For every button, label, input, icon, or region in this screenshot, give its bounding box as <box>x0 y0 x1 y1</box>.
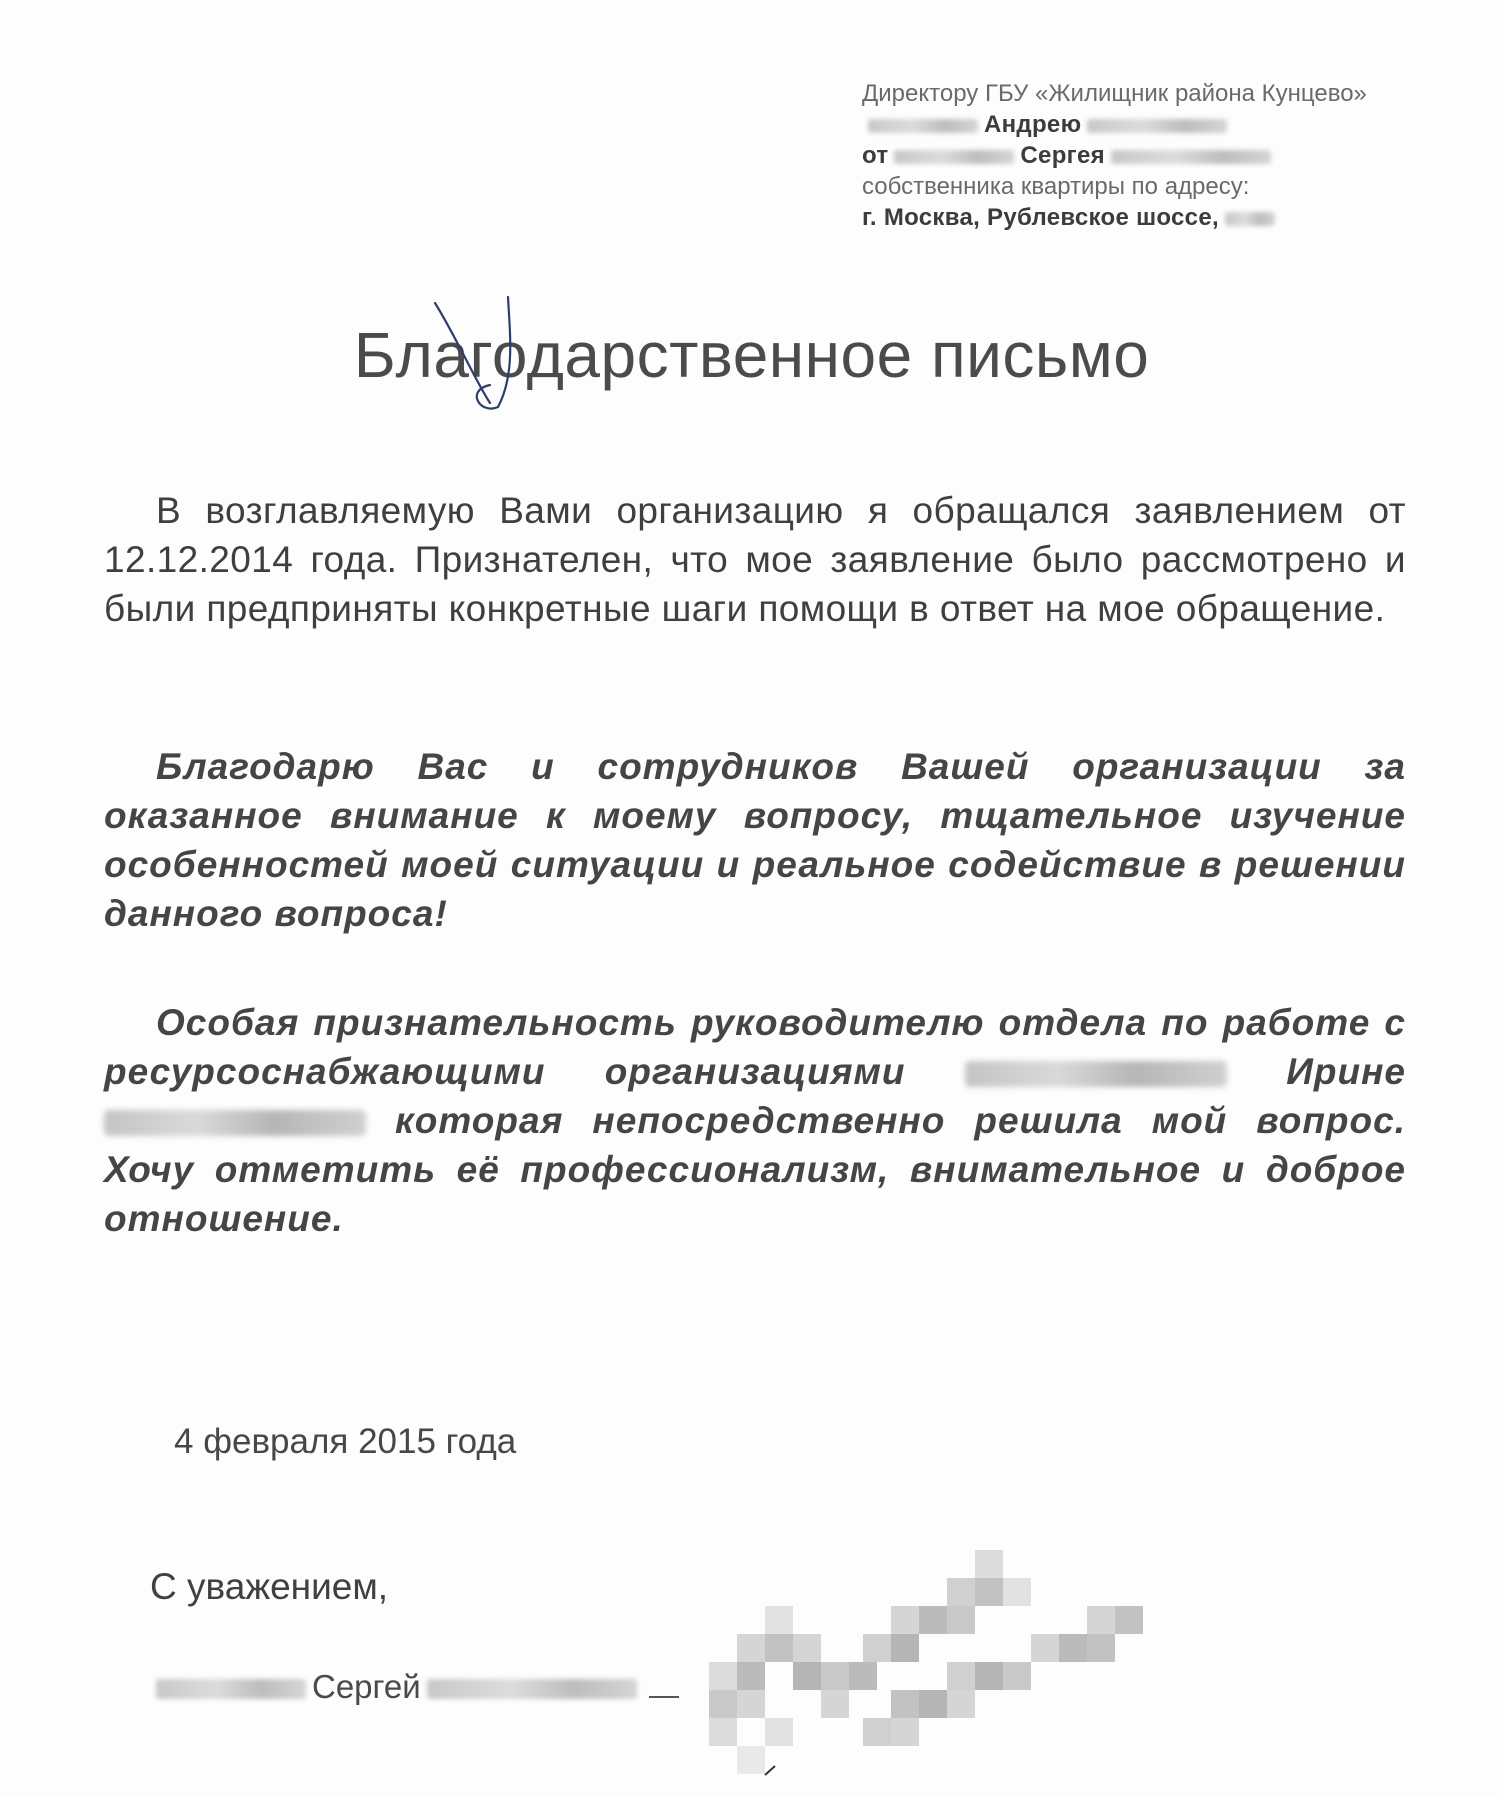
addressee-line-2 <box>862 109 1462 140</box>
paragraph-2-text: Благодарю Вас и сотрудников Вашей организации за оказанное внимание к моему вопросу, тщательное изучение особенностей моей ситуации и реальное содействие в решении данного вопроса! <box>104 746 1406 934</box>
pixelated-signature <box>705 1550 1225 1780</box>
redacted-surname <box>868 119 978 133</box>
address-line <box>862 202 1462 233</box>
signer-first-name: Сергей <box>312 1668 421 1705</box>
addressee-first-name: Андрею <box>984 111 1082 138</box>
redacted-address <box>1225 212 1275 226</box>
employee-first-name: Ирине <box>1286 1051 1407 1092</box>
owner-line: собственника квартиры по адресу: <box>862 173 1250 200</box>
signer-line <box>150 1668 679 1706</box>
redacted-sender-patronymic <box>1111 150 1271 164</box>
closing-phrase: С уважением, <box>150 1566 389 1607</box>
redacted-employee-patronymic <box>104 1110 366 1136</box>
paragraph-1 <box>104 486 1406 633</box>
letter-title: Благодарственное письмо <box>353 319 1150 391</box>
signature-underline <box>649 1696 679 1698</box>
redacted-patronymic <box>1087 119 1227 133</box>
address-text: г. Москва, Рублевское шоссе, <box>862 204 1219 231</box>
paragraph-2 <box>104 742 1406 938</box>
paragraph-3-part1: Особая признательность руководителю отдела по работе с ресурсоснабжающими организациями <box>104 1002 1406 1092</box>
sender-from: от <box>862 142 889 169</box>
addressee-block <box>862 78 1462 233</box>
pen-scribble <box>420 295 540 415</box>
redacted-employee-surname <box>965 1061 1227 1087</box>
redacted-signer-surname <box>156 1679 306 1699</box>
addressee-line-1: Директору ГБУ «Жилищник района Кунцево» <box>862 80 1367 107</box>
paragraph-1-text: В возглавляемую Вами организацию я обращался заявлением от 12.12.2014 года. Признателен, что мое заявление было рассмотрено и были предприняты конкретные шаги помощи в ответ на мое обращение. <box>104 490 1406 629</box>
letter-date: 4 февраля 2015 года <box>174 1422 517 1461</box>
redacted-sender-surname <box>894 150 1014 164</box>
sender-line <box>862 140 1462 171</box>
paragraph-3 <box>104 998 1406 1243</box>
sender-first-name: Сергея <box>1020 142 1105 169</box>
redacted-signer-patronymic <box>427 1679 637 1699</box>
paragraph-3-part2: которая непосредственно решила мой вопрос. Хочу отметить её профессионализм, внимательное и доброе отношение. <box>104 1100 1406 1239</box>
